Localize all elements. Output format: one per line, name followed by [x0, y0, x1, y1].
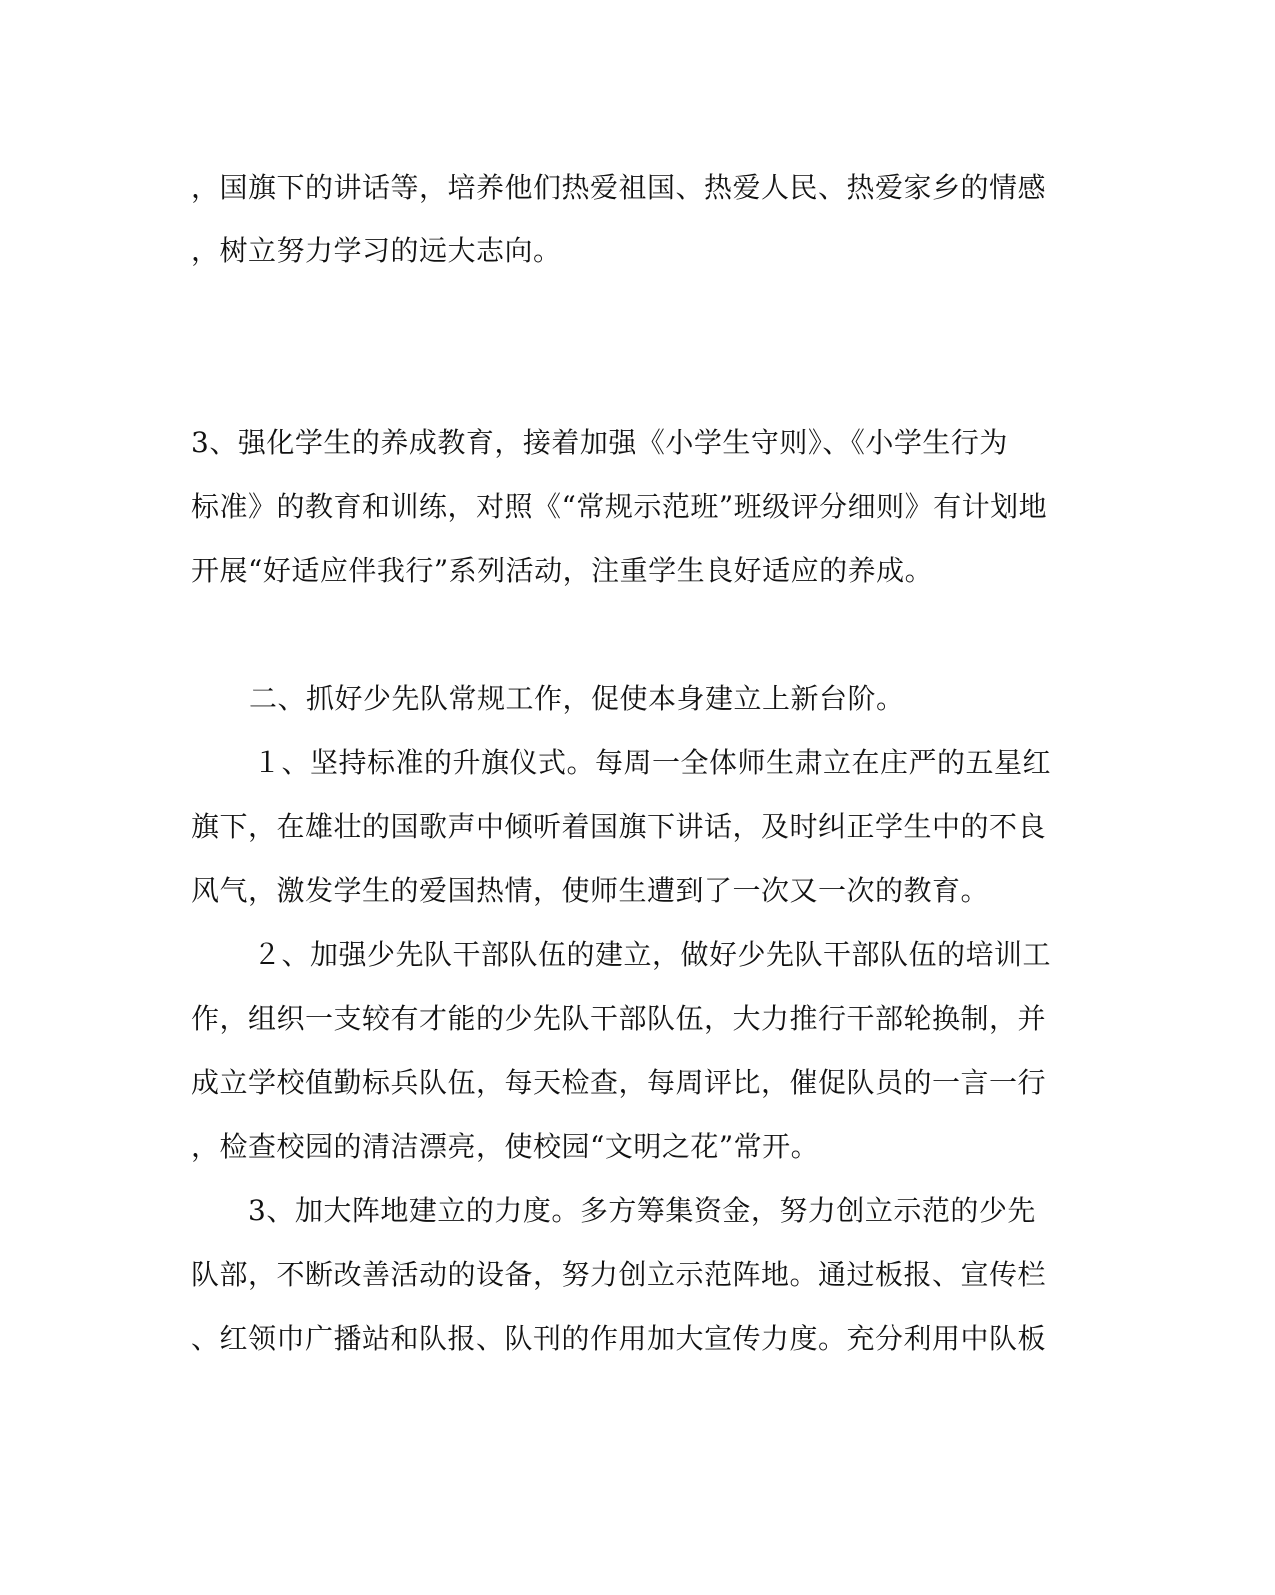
text-line: ２、加强少先队干部队伍的建立，做好少先队干部队伍的培训工 — [253, 938, 1052, 971]
text-line: 3、加大阵地建立的力度。多方筹集资金，努力创立示范的少先 — [248, 1194, 1036, 1227]
text-line: ，检查校园的清洁漂亮，使校园“文明之花”常开。 — [191, 1130, 820, 1163]
text-line: 风气，激发学生的爱国热情，使师生遭到了一次又一次的教育。 — [191, 874, 990, 907]
text-line: 队部，不断改善活动的设备，努力创立示范阵地。通过板报、宣传栏 — [191, 1258, 1047, 1291]
text-line: 3、强化学生的养成教育，接着加强《小学生守则》、《小学生行为 — [191, 426, 1008, 459]
text-line: 作，组织一支较有才能的少先队干部队伍，大力推行干部轮换制，并 — [191, 1002, 1047, 1035]
text-line: 、红领巾广播站和队报、队刊的作用加大宣传力度。充分利用中队板 — [191, 1322, 1047, 1355]
text-line: 开展“好适应伴我行”系列活动，注重学生良好适应的养成。 — [191, 554, 934, 587]
text-line: ，国旗下的讲话等，培养他们热爱祖国、热爱人民、热爱家乡的情感 — [191, 171, 1047, 204]
text-line: 标准》的教育和训练，对照《“常规示范班”班级评分细则》有计划地 — [191, 490, 1048, 523]
text-line: 旗下，在雄壮的国歌声中倾听着国旗下讲话，及时纠正学生中的不良 — [191, 810, 1047, 843]
text-line: １、坚持标准的升旗仪式。每周一全体师生肃立在庄严的五星红 — [253, 746, 1052, 779]
text-line: ，树立努力学习的远大志向。 — [191, 234, 562, 267]
text-line: 成立学校值勤标兵队伍，每天检查，每周评比，催促队员的一言一行 — [191, 1066, 1047, 1099]
section-heading: 二、抓好少先队常规工作，促使本身建立上新台阶。 — [249, 682, 905, 715]
